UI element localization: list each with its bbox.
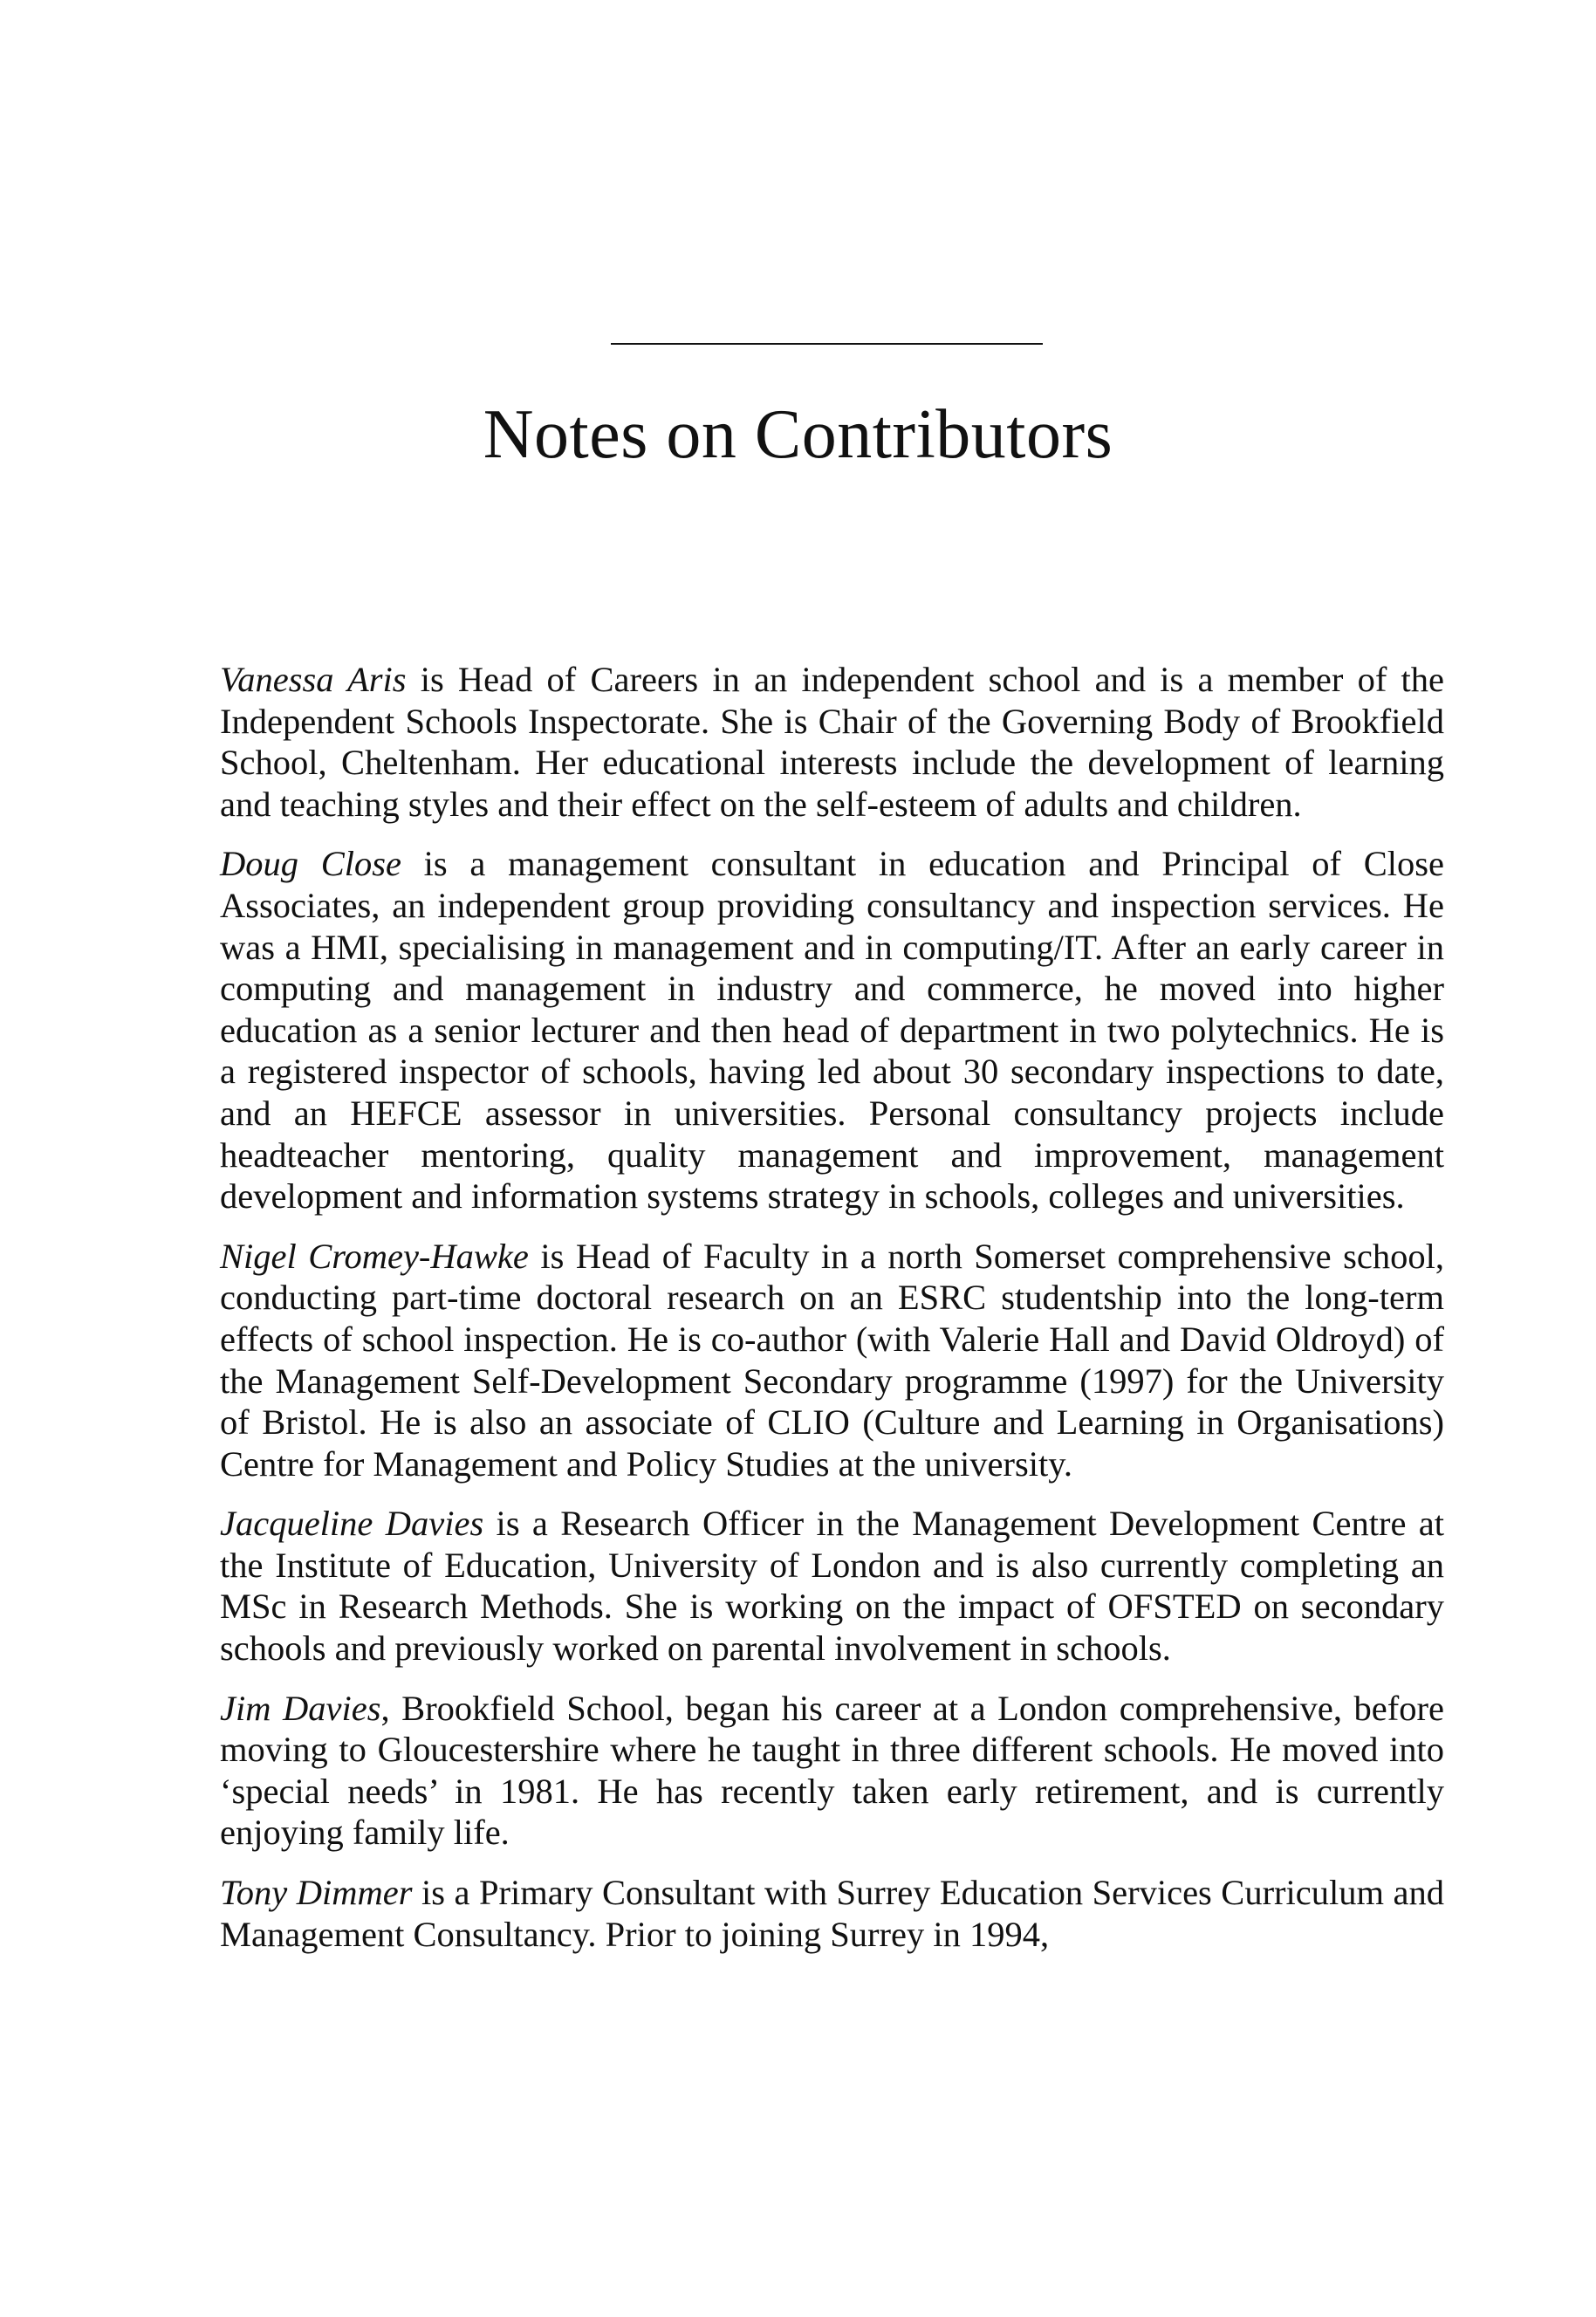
contributor-bio: is a Research Officer in the Management Development Centre at the Institute of Education, University of London and is also currently completing an MSc in Research Methods. She is working on the impact of OFSTED on secondary schools and previously worked on parental involvement in schools. (220, 1504, 1444, 1669)
contributor-name: Jim Davies (220, 1688, 381, 1728)
page-title: Notes on Contributors (483, 396, 1113, 473)
contributor-entry (220, 1236, 1444, 1485)
contributor-entry (220, 1688, 1444, 1854)
contributor-bio: is Head of Faculty in a north Somerset comprehensive school, conducting part-time doctoral research on an ESRC studentship into the long-term effects of school inspection. He is co-author (with Valerie Hall and David Oldroyd) of the Management Self-Development Secondary programme (1997) for the University of Bristol. He is also an associate of CLIO (Culture and Learning in Organisations) Centre for Management and Policy Studies at the university. (220, 1236, 1444, 1484)
contributor-bio: is Head of Careers in an independent school and is a member of the Independent Schools Inspectorate. She is Chair of the Governing Body of Brookfield School, Cheltenham. Her educational interests include the development of learning and teaching styles and their effect on the self-esteem of adults and children. (220, 660, 1444, 824)
title-rule (611, 343, 1043, 345)
contributor-name: Tony Dimmer (220, 1873, 413, 1913)
contributor-bio: is a management consultant in education and Principal of Close Associates, an independent group providing consultancy and inspection services. He was a HMI, specialising in management and in computing/IT. After an early career in computing and management in industry and commerce, he moved into higher education as a senior lecturer and then head of department in two polytechnics. He is a registered inspector of schools, having led about 30 secondary inspections to date, and an HEFCE assessor in universities. Personal consultancy projects include headteacher mentoring, quality management and improvement, management development and information systems strategy in schools, colleges and universities. (220, 844, 1445, 1217)
contributor-entry (220, 1503, 1444, 1669)
contributor-entry (220, 843, 1444, 1217)
contributor-list (220, 659, 1444, 1973)
contributor-name: Vanessa Aris (220, 660, 407, 699)
contributor-entry (220, 659, 1444, 825)
contributor-bio: , Brookfield School, began his career at a London comprehensive, before moving to Gloucestershire where he taught in three different schools. He moved into ‘special needs’ in 1981. He has recently taken early retirement, and is currently enjoying family life. (220, 1688, 1444, 1853)
contributor-bio: is a Primary Consultant with Surrey Education Services Curriculum and Management Consultancy. Prior to joining Surrey in 1994, (220, 1873, 1445, 1954)
contributor-name: Nigel Cromey-Hawke (220, 1236, 529, 1276)
contributor-entry (220, 1872, 1444, 1955)
contributor-name: Doug Close (220, 844, 401, 884)
contributor-name: Jacqueline Davies (220, 1504, 484, 1544)
